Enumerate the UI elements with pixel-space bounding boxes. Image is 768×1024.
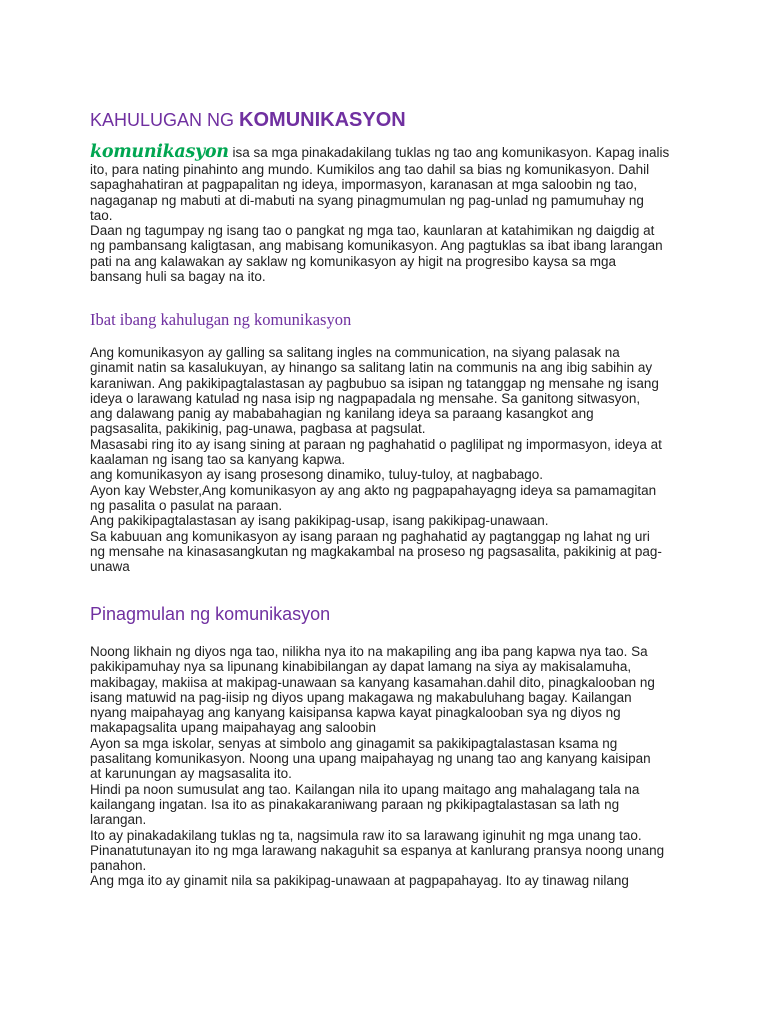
section2-line: Ang mga ito ay ginamit nila sa pakikipag-unawaan at pagpapahayag. Ito ay tinawag nilang [90,873,629,889]
title-prefix: KAHULUGAN NG [90,110,240,130]
section1-line: Masasabi ring ito ay isang sining at paraan ng paghahatid o paglilipat ng impormasyon, ideya at [90,436,662,452]
intro-line: ng pambansang kaligtasan, ang mabisang komunikasyon. Ang pagtuklas sa ibat ibang larangan [90,238,663,254]
section2-line: nyang maipahayag ang kanyang kaisipansa kapwa kayat pinagkaloobаn sya ng diyos ng [90,705,621,721]
section2-line: pasalitang komunikasyon. Noong una upang maipahayag ng unang tao ang kanyang kaisipan [90,751,651,767]
section2-line: Ito ay pinakadakilang tuklas ng ta, nagsimula raw ito sa larawang iginuhit ng mga unang tao. [90,827,642,843]
section2-line: Pinanatutunayan ito ng mga larawang nakaguhit sa espanya at kanlurang pransya noong unang [90,842,665,858]
section1-line: ng mensahe na kinasasangkutan ng magkakambal na proseso ng pagsasalita, pakikinig at pag- [90,543,662,559]
intro-line-text: isa sa mga pinakadakilang tuklas ng tao ang komunikasyon. Kapag inalis [228,145,670,160]
section1-line: Sa kabuuan ang komunikasyon ay isang paraan ng paghahatid ay pagtanggap ng lahat ng uri [90,528,650,544]
section1-line: ideya o larawang katulad ng nasa isip ng nagpapadala ng mensahe. Sa ganitong sitwasyon, [90,390,641,406]
section-heading-kahulugan: Ibat ibang kahulugan ng komunikasyon [90,310,352,329]
section1-line: ginamit natin sa kasalukuyan, ay hinango sa salitang latin na communis na ang ibig sabihin ay [90,360,653,376]
section2-line: Noong likhain ng diyos nga tao, nilikha nya ito na makapiling ang iba pang kapwa nya tao. Sa [90,644,648,659]
section1-line: Ayon kay Webster,Ang komunikasyon ay ang akto ng pagpapahayagng ideya sa pamamagitan [90,482,657,498]
title-keyword: KOMUNIKASYON [239,109,406,131]
section2-line: larangan. [90,812,147,828]
section2-line: Ayon sa mga iskolar, senyas at simbolo ang ginagamit sa pakikipagtalastasan ksama ng [90,735,618,751]
page-title [90,101,406,134]
section2-line: at karunungan ay magsasalita ito. [90,766,292,782]
section-heading-pinagmulan: Pinagmulan ng komunikasyon [90,604,331,624]
intro-line: sapaghahatiran at pagpapalitan ng ideya, impormasyon, karanasan at mga saloobin ng tao, [90,177,638,193]
section1-line: ang dalawang panig ay mababahagian ng kanilang ideya sa paraang kasangkot ang [90,406,594,422]
section1-line: karaniwan. Ang pakikipagtalastasan ay pagbubuo sa isipan ng tatanggap ng mensahe ng isang [90,375,659,391]
intro-line: tao. [90,207,113,223]
section1-paragraph [90,345,690,574]
section2-line: panahon. [90,858,147,874]
section2-line: pakikipamuhay nya sa lipunang kinabibilangan ay dapat lamang na siya ay makisalamuha, [90,659,632,675]
section1-line: Ang pakikipagtalastasan ay isang pakikipag-usap, isang pakikipag-unawaan. [90,513,549,529]
section2-line: kailangang ingatan. Isa ito as pinakakaraniwang paraan ng pkikipagtalastasan sa lath ng [90,796,620,812]
intro-line: pati na ang kalawakan ay saklaw ng komunikasyon ay higit na progresibo kaysa sa mga [90,253,617,269]
lead-word: komunikasyon [90,142,229,162]
section2-paragraph [90,644,690,889]
section1-line: ang komunikasyon ay isang prosesong dinamiko, tuluy-tuloy, at nagbabago. [90,467,544,483]
section2-line: makibagay, makiisa at makipag-unawaan sa kanyang kasamahan.dahil dito, pinagkalooban ng [90,674,655,690]
section2-line: makapagsalita upang maipahayag ang saloobin [90,720,376,736]
section1-line: kaalaman ng isang tao sa kanyang kapwa. [90,452,346,468]
intro-paragraph [90,143,690,284]
intro-line [90,143,690,162]
section1-line: Ang komunikasyon ay galling sa salitang ingles na communication, na siyang palasak na [90,345,620,360]
section1-line: pagsasalita, pakikinig, pag-unawa, pagbasa at pagsulat. [90,421,426,437]
section2-line: isang matuwid na pag-iisip ng diyos upang makagawa ng makabuluhang bagay. Kailangan [90,689,632,705]
intro-line: bansang huli sa bagay na ito. [90,269,266,285]
intro-line: ito, para nating pinahinto ang mundo. Kumikilos ang tao dahil sa bias ng komunikasyon. Dahil [90,162,650,177]
intro-line: nagaganap ng mabuti at di-mabuti na syang pinagmumulan ng pag-unlad ng pamumuhay ng [90,192,644,208]
section1-line: unawa [90,559,130,575]
intro-line: Daan ng tagumpay ng isang tao o pangkat ng mga tao, kaunlaran at katahimikan ng daigdig at [90,223,655,239]
section2-line: Hindi pa noon sumusulat ang tao. Kailangan nila ito upang maitago ang mahalagang tala na [90,781,640,797]
section1-line: ng pasalita o pasulat na paraan. [90,497,283,513]
